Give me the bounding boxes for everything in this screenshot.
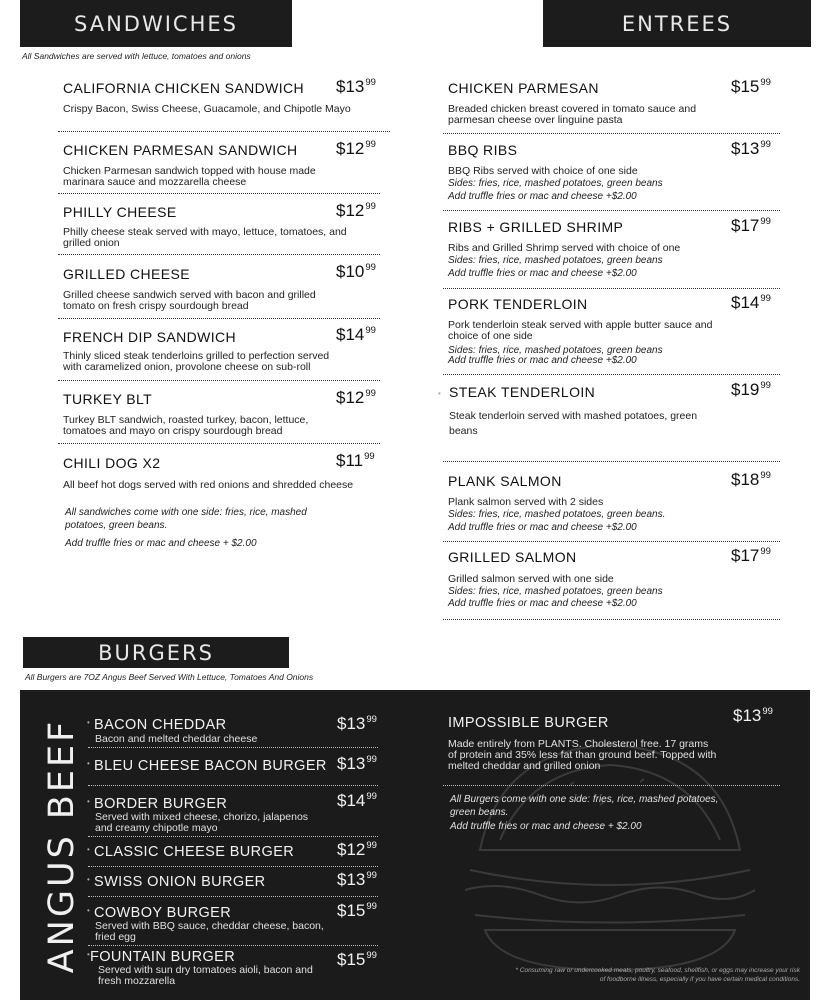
sandwiches-side-note: All sandwiches come with one side: fries, rice, mashed potatoes, green beans. (65, 507, 307, 531)
bullet-icon: • (87, 759, 90, 768)
bullet-icon: • (87, 906, 90, 915)
item-price: $\$19^{99}$ (731, 380, 771, 399)
item-description: Bacon and melted cheddar cheese (95, 733, 258, 745)
item-name: CALIFORNIA CHICKEN SANDWICH (63, 80, 305, 96)
sandwiches-addon-note: Add truffle fries or mac and cheese + $2.00 (65, 538, 257, 549)
item-description: Thinly sliced steak tenderloins grilled to perfection served with caramelized onion, provolone cheese on sub-roll (63, 350, 330, 373)
divider (88, 866, 378, 867)
item-price: $\$13^{99}$ (337, 754, 377, 773)
divider (88, 836, 378, 837)
item-name: BBQ RIBS (448, 142, 518, 158)
item-name: FRENCH DIP SANDWICH (63, 329, 237, 345)
sandwiches-title: SANDWICHES (74, 11, 238, 36)
item-description: Served with BBQ sauce, cheddar cheese, bacon, fried egg (95, 920, 324, 943)
burgers-addon-note: Add truffle fries or mac and cheese + $2.00 (450, 821, 642, 832)
item-name: BLEU CHEESE BACON BURGER (94, 758, 327, 774)
divider (58, 254, 380, 255)
entrees-title: ENTREES (621, 11, 733, 36)
item-description: Served with sun dry tomatoes aioli, bacon and fresh mozzarella (98, 964, 313, 987)
item-name: PORK TENDERLOIN (448, 296, 588, 312)
item-price: $\$17^{99}$ (731, 546, 771, 565)
item-description: Chicken Parmesan sandwich topped with house made marinara sauce and mozzarella cheese (63, 165, 316, 188)
item-name: TURKEY BLT (63, 391, 153, 407)
divider (443, 210, 780, 211)
item-price: $\$17^{99}$ (731, 216, 771, 235)
bullet-icon: • (87, 950, 90, 959)
item-sides: Sides: fries, rice, mashed potatoes, green beans (448, 586, 663, 597)
item-description: Breaded chicken breast covered in tomato sauce and parmesan cheese over linguine pasta (448, 103, 697, 126)
item-description: All beef hot dogs served with red onions and shredded cheese (63, 479, 354, 491)
angus-beef-label: ANGUS BEEF (42, 718, 82, 974)
item-addon: Add truffle fries or mac and cheese +$2.00 (448, 598, 637, 609)
item-price: $\$13^{99}$ (337, 870, 377, 889)
divider (88, 747, 378, 748)
item-sides: Sides: fries, rice, mashed potatoes, green beans (448, 178, 663, 189)
divider (443, 541, 780, 542)
item-addon: Add truffle fries or mac and cheese +$2.00 (448, 191, 637, 202)
item-price: $\$15^{99}$ (337, 901, 377, 920)
item-name: FOUNTAIN BURGER (90, 949, 236, 965)
item-description: Made entirely from PLANTS. Cholesterol free. 17 grams of protein and 35% less fat than ground beef. Topped with melted cheddar and grilled onion (448, 738, 717, 772)
disclaimer: * Consuming raw or undercooked meats, poultry, seafood, shellfish, or eggs may increase your risk of foodborne illness, especially if you have certain medical conditions. (515, 967, 800, 983)
item-addon: Add truffle fries or mac and cheese +$2.00 (448, 522, 637, 533)
item-name: IMPOSSIBLE BURGER (448, 715, 609, 731)
burgers-side-note: All Burgers come with one side: fries, rice, mashed potatoes, green beans. (450, 794, 719, 818)
item-name: BORDER BURGER (94, 796, 228, 812)
item-name: PHILLY CHEESE (63, 204, 177, 220)
item-addon: Add truffle fries or mac and cheese +$2.00 (448, 355, 637, 366)
entrees-header (543, 0, 811, 47)
item-description: Steak tenderloin served with mashed potatoes, green beans (449, 410, 698, 437)
item-price: $\$14^{99}$ (337, 791, 377, 810)
sandwiches-note: All Sandwiches are served with lettuce, tomatoes and onions (22, 51, 251, 61)
divider (58, 318, 380, 319)
divider (443, 288, 780, 289)
item-name: CLASSIC CHEESE BURGER (94, 844, 295, 860)
item-description: Crispy Bacon, Swiss Cheese, Guacamole, and Chipotle Mayo (63, 103, 351, 115)
item-name: GRILLED SALMON (448, 549, 577, 565)
item-price: $\$14^{99}$ (731, 293, 771, 312)
bullet-icon: • (87, 875, 90, 884)
item-name: CHICKEN PARMESAN SANDWICH (63, 142, 298, 158)
item-price: $\$13^{99}$ (733, 706, 773, 725)
item-name: STEAK TENDERLOIN (449, 384, 596, 400)
item-name: RIBS + GRILLED SHRIMP (448, 219, 624, 235)
divider (58, 380, 380, 381)
item-name: PLANK SALMON (448, 473, 562, 489)
bullet-icon: • (87, 718, 90, 727)
item-description: Pork tenderloin steak served with apple butter sauce and choice of one side (448, 319, 713, 342)
item-price: $\$12^{99}$ (336, 139, 376, 158)
item-name: CHILI DOG X2 (63, 455, 161, 471)
item-price: $\$15^{99}$ (731, 77, 771, 96)
item-price: $\$11^{99}$ (336, 451, 375, 470)
divider (443, 619, 780, 620)
item-description: Ribs and Grilled Shrimp served with choice of one (448, 242, 681, 254)
item-description: Plank salmon served with 2 sides (448, 496, 604, 508)
item-sides: Sides: fries, rice, mashed potatoes, green beans (448, 255, 663, 266)
item-addon: Add truffle fries or mac and cheese +$2.00 (448, 268, 637, 279)
divider (88, 785, 378, 786)
divider (443, 785, 780, 786)
divider (58, 131, 390, 132)
burgers-note: All Burgers are 7OZ Angus Beef Served With Lettuce, Tomatoes And Onions (25, 672, 314, 682)
item-price: $\$18^{99}$ (731, 470, 771, 489)
item-price: $\$13^{99}$ (731, 139, 771, 158)
divider (443, 133, 780, 134)
item-description: Philly cheese steak served with mayo, lettuce, tomatoes, and grilled onion (63, 226, 347, 249)
item-name: CHICKEN PARMESAN (448, 80, 599, 96)
item-description: BBQ Ribs served with choice of one side (448, 165, 638, 177)
item-name: SWISS ONION BURGER (94, 874, 266, 890)
item-description: Served with mixed cheese, chorizo, jalapenos and creamy chipotle mayo (95, 811, 309, 834)
item-sides: Sides: fries, rice, mashed potatoes, green beans (448, 345, 663, 356)
item-description: Turkey BLT sandwich, roasted turkey, bacon, lettuce, tomatoes and mayo on crispy sourdough bread (63, 414, 309, 437)
item-price: $\$13^{99}$ (336, 77, 376, 96)
item-name: BACON CHEDDAR (94, 717, 227, 733)
item-price: $\$13^{99}$ (337, 714, 377, 733)
sandwiches-header (20, 0, 292, 47)
item-price: $\$12^{99}$ (336, 201, 376, 220)
item-description: Grilled salmon served with one side (448, 573, 614, 585)
item-price: $\$15^{99}$ (337, 950, 377, 969)
divider (443, 374, 780, 375)
item-name: GRILLED CHEESE (63, 266, 190, 282)
divider (58, 193, 380, 194)
burgers-panel (20, 690, 810, 1000)
bullet-icon: • (87, 845, 90, 854)
divider (58, 443, 380, 444)
divider (443, 461, 780, 462)
divider (88, 896, 378, 897)
burgers-header (23, 637, 289, 668)
item-price: $\$10^{99}$ (336, 262, 376, 281)
item-price: $\$12^{99}$ (337, 840, 377, 859)
item-name: COWBOY BURGER (94, 905, 232, 921)
item-price: $\$12^{99}$ (336, 388, 376, 407)
divider (88, 945, 378, 946)
item-price: $\$14^{99}$ (336, 325, 376, 344)
bullet-icon: • (87, 797, 90, 806)
item-description: Grilled cheese sandwich served with bacon and grilled tomato on fresh crispy sourdough bread (63, 289, 316, 312)
item-sides: Sides: fries, rice, mashed potatoes, green beans. (448, 509, 666, 520)
bullet-icon: • (438, 389, 441, 398)
burgers-title: BURGERS (98, 640, 214, 665)
